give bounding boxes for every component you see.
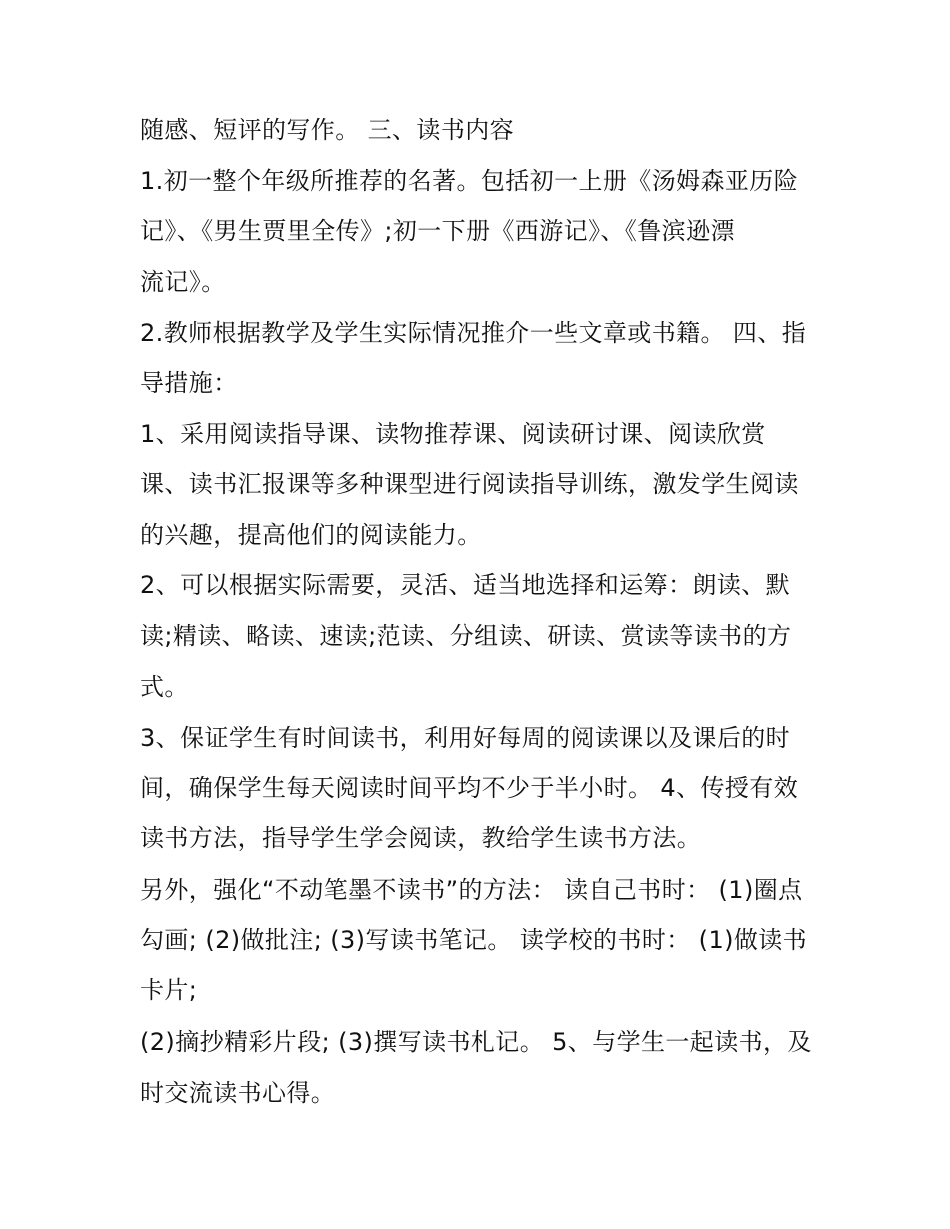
text-line: 读书方法，指导学生学会阅读，教给学生读书方法。: [140, 824, 702, 852]
text-line: 的兴趣，提高他们的阅读能力。: [140, 521, 482, 549]
text-line: 读;精读、略读、速读;范读、分组读、研读、赏读等读书的方: [140, 622, 792, 650]
text-line: 2、可以根据实际需要，灵活、适当地选择和运筹：朗读、默: [140, 571, 791, 599]
text-line: (2)摘抄精彩片段; (3)撰写读书札记。 5、与学生一起读书，及: [140, 1028, 812, 1056]
text-line: 式。: [140, 673, 189, 701]
text-line: 卡片;: [140, 976, 198, 1004]
text-line: 导措施：: [140, 369, 238, 397]
text-line: 另外，强化“不动笔墨不读书”的方法： 读自己书时： (1)圈点: [140, 876, 803, 904]
text-line: 课、读书汇报课等多种课型进行阅读指导训练，激发学生阅读: [140, 470, 799, 498]
text-line: 3、保证学生有时间读书，利用好每周的阅读课以及课后的时: [140, 724, 791, 752]
text-line: 时交流读书心得。: [140, 1079, 336, 1107]
text-line: 1、采用阅读指导课、读物推荐课、阅读研讨课、阅读欣赏: [140, 420, 766, 448]
text-line: 间，确保学生每天阅读时间平均不少于半小时。 4、传授有效: [140, 774, 799, 802]
text-line: 勾画; (2)做批注; (3)写读书笔记。 读学校的书时： (1)做读书: [140, 926, 808, 954]
text-line: 流记》。: [140, 268, 226, 296]
text-line: 1.初一整个年级所推荐的名著。包括初一上册《汤姆森亚历险: [140, 167, 799, 195]
text-line: 2.教师根据教学及学生实际情况推介一些文章或书籍。 四、指: [140, 319, 807, 347]
text-line: 记》、《男生贾里全传》;初一下册《西游记》、《鲁滨逊漂: [140, 217, 735, 245]
text-line: 随感、短评的写作。 三、读书内容: [140, 116, 515, 144]
